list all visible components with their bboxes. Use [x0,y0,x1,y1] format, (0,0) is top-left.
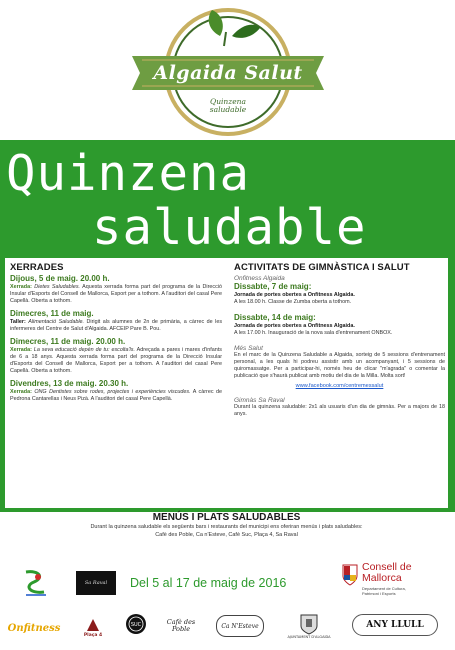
menus-section [5,512,448,539]
event-date: Dimecres, 11 de maig. 20.00 h. [10,337,126,346]
placa4-label: Plaça 4 [83,632,103,638]
onfitness-logo [8,620,60,636]
event-text: Adreçada a pares i mares d'infants de 6 a 18 anys. Aquesta xerrada forma part del programa de la Direcció Insular d'Esports del Consell de Mallorca, Esport per a tothom. A l'auditori del casal Pere Capellà. Oberta a tothom. [10,347,222,374]
event-description [10,347,222,375]
sa-raval-text: Durant la quinzena saludable: 2x1 als usuaris d'un dia de gimnàs. Per a majors de 18 anys. [234,404,445,417]
consell-text [362,562,422,596]
svg-text:SUC: SUC [130,622,142,628]
event-text: A les 18.00 h. Classe de Zumba oberta a tothom. [234,299,352,305]
event-bold: Jornada de portes obertes a Onfitness Algaida. [234,292,355,298]
event-description [10,389,222,403]
event-description [234,292,445,306]
event-title: Dietes Saludables. [34,284,81,290]
any-llull-logo [352,614,438,636]
consell-line1: Consell de [362,561,412,573]
event-date: Divendres, 13 de maig. 20.30 h. [10,379,129,388]
menus-heading: MENÚS I PLATS SALUDABLES [152,512,301,523]
event-text: Aquesta xerrada forma part del programa de la Direcció Insular d'Esports del Consell de Mallorca, Esport per a tothom. A l'auditori del casal Pere Capellà. Oberta a tothom. [10,284,222,304]
logo-title: Algaida Salut [153,62,303,84]
event-text: A les 17.00 h. Inauguració de la nova sala d'entrenament ONBOX. [234,330,393,336]
algaida-salut-logo [128,2,328,140]
consell-crest-icon [342,564,358,586]
cafe-suc-logo [125,613,147,635]
venue-onfitness: Onfitness Algaida [234,275,285,282]
mes-salut-label: Més Salut [234,345,263,352]
xerrades-column [10,264,222,403]
cafe-suc-icon [125,613,147,635]
sports-logo [20,568,50,598]
event-description [10,284,222,305]
event-label: Xerrada: [10,347,32,353]
event-title: Alimentació Saludable. [28,319,85,325]
event-date: Dimecres, 11 de maig. [10,309,94,318]
gimnastica-column [234,264,445,418]
sa-raval-label: Sa Raval [84,580,108,586]
ajuntament-logo [288,608,330,644]
gimnastica-heading: ACTIVITATS DE GIMNÀSTICA I SALUT [234,262,410,273]
event-label: Xerrada: [10,389,32,395]
cafe-des-poble-label: Cafè des Poble [166,618,196,633]
event-label: Taller: [10,319,26,325]
consell-mallorca-logo [342,562,437,606]
event-date: Dissabte, 7 de maig: [234,282,312,291]
logo-subtitle [196,98,260,114]
can-esteve-label: Ca N'Esteve [221,622,259,630]
any-llull-label: ANY LLULL [366,620,424,630]
xerrades-heading: XERRADES [10,262,64,273]
placa4-icon [85,617,101,633]
ajuntament-label: AJUNTAMENT D'ALGAIDA [287,635,331,639]
event-text: A càrrec de Pedrona Cantarellas i Neus Pizà. A l'auditori del casal Pere Capellà. [10,389,222,402]
cafe-des-poble-logo [163,612,199,640]
consell-line2: Mallorca [362,572,402,584]
program-card [5,258,448,538]
event-description [234,323,445,337]
logo-subtitle-line2: saludable [209,105,247,114]
event-date: Dissabte, 14 de maig: [234,313,316,322]
title-line1: Quinzena [6,145,251,202]
title-line2: saludable [92,199,367,256]
event-text: Dirigit als alumnes de 2n de primària, a càrrec de les infermeres del Centre de Salut d'Algaida. AFCEIP Pare B. Pou. [10,319,223,332]
sports-icon [20,568,50,598]
event-title: ONG Dentistes sobre rodes, projectes i experiències viscudes. [34,389,191,395]
event-label: Xerrada: [10,284,32,290]
event-bold: Jornada de portes obertes a Onfitness Algaida. [234,323,355,329]
mes-salut-text: En el marc de la Quinzena Saludable a Algaida, sorteig de 5 sessions d'entrenament personal, a les quals hi podreu assistir amb un acompanyant, i 5 sessions de quiromassatge. Per a participar-hi, només heu de clicar "m'agrada" o comentar la publicació que s'haurà publicat amb motiu del dia de la Milla. Molta sort! [234,352,445,379]
event-title: La seva educació depèn de tu: escolta'ls. [33,347,135,353]
menus-line2: Cafè des Poble, Ca n'Esteve, Cafè Suc, Plaça 4, Sa Raval [155,532,298,538]
can-esteve-logo [216,615,264,637]
menus-line1: Durant la quinzena saludable els següents bars i restaurants del municipi ens oferiran menús i plats saludables: [90,524,363,530]
festival-dates: Del 5 al 17 de maig de 2016 [130,576,287,590]
consell-subtitle: Departament de Cultura, Patrimoni i Esports [362,586,406,596]
event-date: Dijous, 5 de maig. 20.00 h. [10,274,110,283]
event-description [10,319,222,333]
ajuntament-crest-icon [300,613,318,635]
placa4-logo [80,612,106,642]
venue-sa-raval: Gimnàs Sa Raval [234,397,285,404]
onfitness-label: Onfitness [7,622,61,634]
logo-subtitle-line1: Quinzena [210,97,246,106]
sa-raval-logo [76,571,116,595]
facebook-link[interactable]: www.facebook.com/centremessalut [295,383,384,389]
